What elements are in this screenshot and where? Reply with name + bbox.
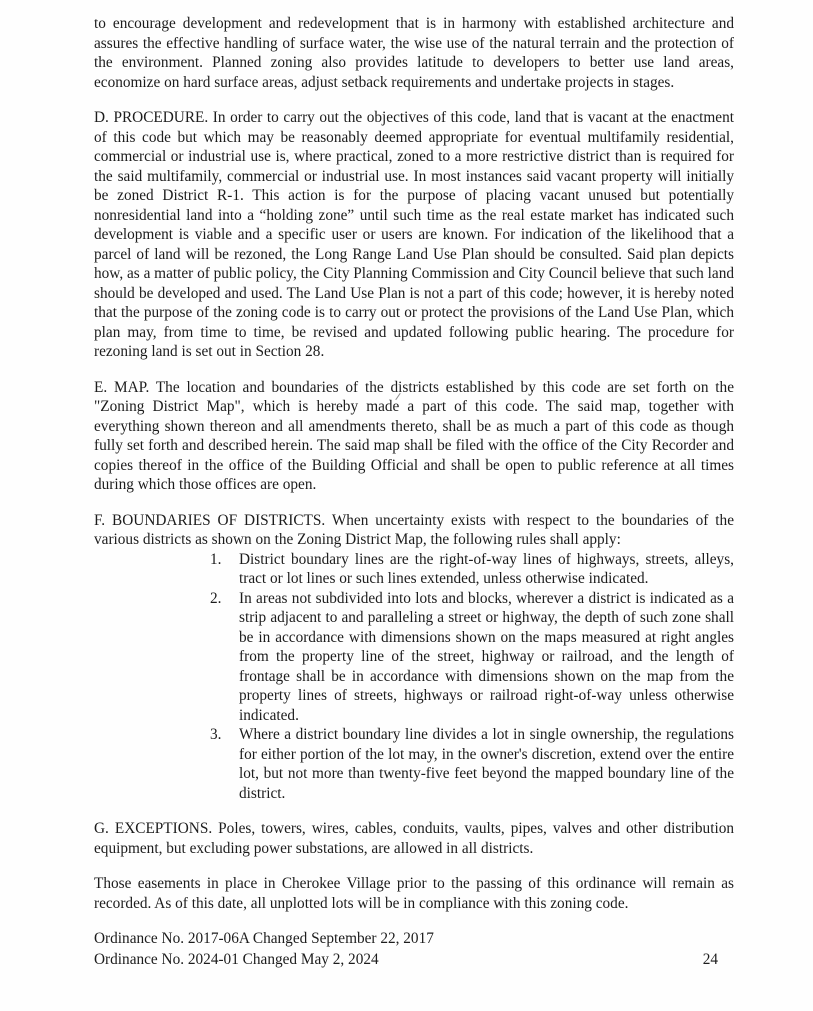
boundaries-rule-item-3 — [94, 725, 734, 803]
paragraph-g-exceptions: G. EXCEPTIONS. Poles, towers, wires, cables, conduits, vaults, pipes, valves and other distribution equipment, but excluding power substations, are allowed in all districts. — [94, 820, 734, 857]
paragraph-e-map: E. MAP. The location and boundaries of the districts established by this code are set forth on the "Zoning District Map", which is hereby made a part of this code. The said map, together with everything shown thereon and all amendments thereto, shall be as much a part of this code as though fully set forth and described herein. The said map shall be filed with the office of the City Recorder and copies thereof in the office of the Building Official and shall be open to public reference at all times during which those offices are open. — [94, 378, 734, 493]
footer-row — [94, 950, 734, 971]
list-item-number: 2. — [210, 589, 222, 607]
paragraph-d-procedure: D. PROCEDURE. In order to carry out the objectives of this code, land that is vacant at the enactment of this code but which may be reasonably deemed appropriate for eventual multifamily residential, commercial or industrial use is, where practical, zoned to a more restrictive district than is required for the said multifamily, commercial or industrial use. In most instances said vacant property will initially be zoned District R-1. This action is for the purpose of placing vacant unused but potentially nonresidential land into a “holding zone” until such time as the real estate market has indicated such development is viable and a specific user or users are known. For indication of the likelihood that a parcel of land will be rezoned, the Long Range Land Use Plan should be consulted. Said plan depicts how, as a matter of public policy, the City Planning Commission and City Council believe that such land should be developed and used. The Land Use Plan is not a part of this code; however, it is hereby noted that the purpose of the zoning code is to carry out or protect the provisions of the Land Use Plan, which plan may, from time to time, be revised and updated following public hearing. The procedure for rezoning land is set out in Section 28. — [94, 109, 734, 360]
ordinance-note-2: Ordinance No. 2024-01 Changed May 2, 2024 — [94, 950, 379, 968]
list-item-text: In areas not subdivided into lots and blocks, wherever a district is indicated as a strip adjacent to and paralleling a street or highway, the depth of such zone shall be in accordance with dimensions shown on the maps measured at right angles from the property line of the street, highway or railroad, and the length of frontage shall be in accordance with dimensions shown on the map from the property lines of streets, highways or railroad right-of-way unless otherwise indicated. — [239, 589, 734, 724]
list-item-text: District boundary lines are the right-of-way lines of highways, streets, alleys, tract or lot lines or such lines extended, unless otherwise indicated. — [239, 550, 734, 587]
boundaries-rules-list — [94, 550, 734, 804]
ordinance-note-1: Ordinance No. 2017-06A Changed September 22, 2017 — [94, 930, 434, 947]
page-number: 24 — [702, 950, 718, 968]
list-item-text: Where a district boundary line divides a lot in single ownership, the regulations for either portion of the lot may, in the owner's discretion, extend over the entire lot, but not more than twenty-five feet beyond the mapped boundary line of the district. — [239, 726, 734, 802]
list-item-number: 1. — [210, 550, 222, 568]
boundaries-rule-item-1 — [94, 550, 734, 589]
paragraph-intro-continuation: to encourage development and redevelopment that is in harmony with established architecture and assures the effective handling of surface water, the wise use of the natural terrain and the protection of the environment. Planned zoning also provides latitude to developers to better use land areas, economize on hard surface areas, adjust setback requirements and undertake projects in stages. — [94, 15, 734, 91]
paragraph-f-boundaries-intro: F. BOUNDARIES OF DISTRICTS. When uncertainty exists with respect to the boundaries of the various districts as shown on the Zoning District Map, the following rules shall apply: — [94, 511, 734, 548]
document-content — [94, 14, 734, 970]
paragraph-easements: Those easements in place in Cherokee Village prior to the passing of this ordinance will remain as recorded. As of this date, all unplotted lots will be in compliance with this zoning code. — [94, 875, 734, 912]
boundaries-rule-item-2 — [94, 589, 734, 726]
list-item-number: 3. — [210, 726, 222, 743]
page-footer — [94, 929, 734, 970]
